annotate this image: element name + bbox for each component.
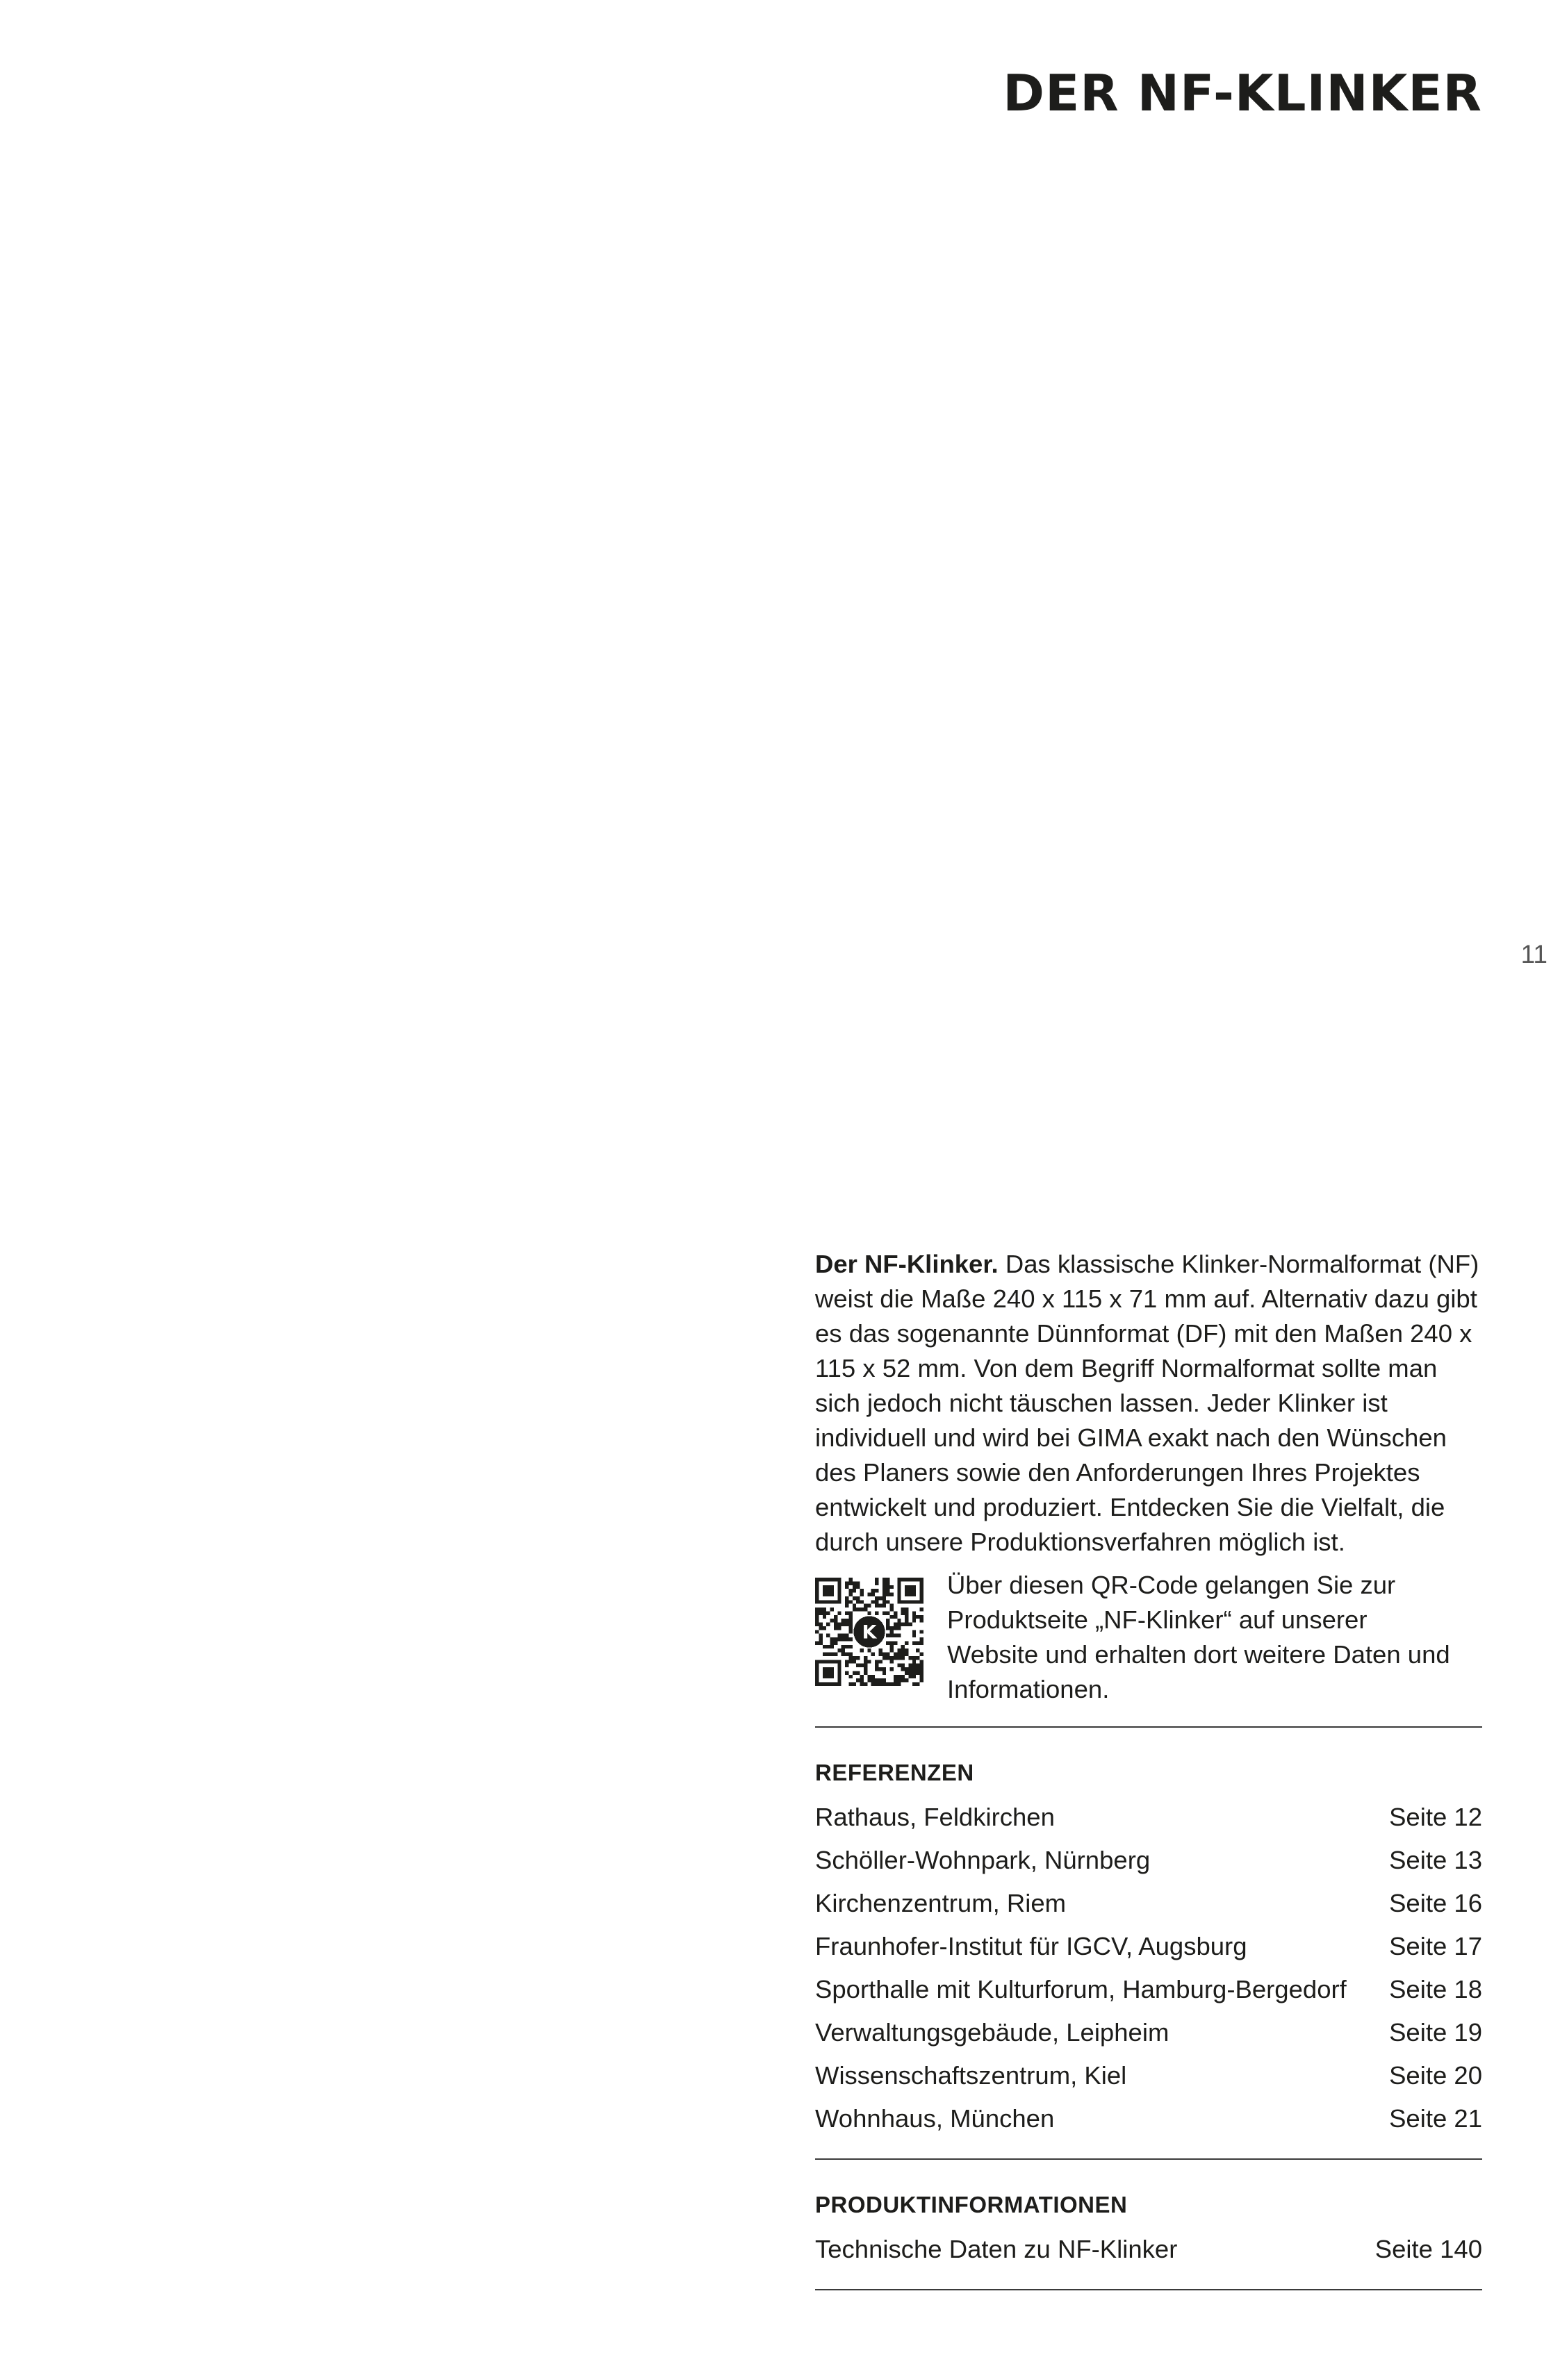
list-item-page: Seite 12	[1389, 1803, 1482, 1831]
list-item	[815, 1882, 1482, 1925]
list-item-page: Seite 13	[1389, 1846, 1482, 1874]
list-item-name: Wohnhaus, München	[815, 2104, 1055, 2133]
list-item	[815, 2097, 1482, 2140]
intro-lead: Der NF-Klinker.	[815, 1250, 999, 1278]
qr-code-icon[interactable]	[815, 1578, 923, 1686]
product-info-heading: PRODUKTINFORMATIONEN	[815, 2192, 1128, 2217]
list-item	[815, 2228, 1482, 2271]
divider	[815, 2158, 1482, 2160]
qr-block	[815, 1568, 1482, 1707]
list-item-name: Fraunhofer-Institut für IGCV, Augsburg	[815, 1932, 1247, 1960]
page-title: DER NF-KLINKER	[1003, 64, 1482, 122]
list-item-name: Wissenschaftszentrum, Kiel	[815, 2061, 1127, 2090]
list-item-page: Seite 20	[1389, 2061, 1482, 2090]
page-number: 11	[1520, 940, 1547, 968]
list-item-page: Seite 21	[1389, 2104, 1482, 2133]
list-item-name: Verwaltungsgebäude, Leipheim	[815, 2018, 1169, 2047]
list-item	[815, 1925, 1482, 1968]
intro-paragraph	[815, 1247, 1482, 1560]
list-item-name: Schöller-Wohnpark, Nürnberg	[815, 1846, 1151, 1874]
list-item-name: Sporthalle mit Kulturforum, Hamburg-Bergedorf	[815, 1975, 1347, 2003]
list-item-page: Seite 19	[1389, 2018, 1482, 2047]
list-item-name: Kirchenzentrum, Riem	[815, 1889, 1067, 1917]
references-heading: REFERENZEN	[815, 1760, 974, 1785]
list-item-page: Seite 18	[1389, 1975, 1482, 2003]
divider	[815, 1726, 1482, 1728]
list-item-page: Seite 140	[1374, 2235, 1482, 2263]
intro-text: Das klassische Klinker-Normalformat (NF) weist die Maße 240 x 115 x 71 mm auf. Alternativ dazu gibt es das sogenannte Dünnformat (DF) mit den Maßen 240 x 115 x 52 mm. Von dem Begriff Normalformat sollte man sich jedoch nicht täuschen lassen. Jeder Klinker ist individuell und wird bei GIMA exakt nach den Wünschen des Planers sowie den Anforderungen Ihres Projektes entwickelt und produziert. Entdecken Sie die Vielfalt, die durch unsere Produktionsverfahren möglich ist.	[815, 1250, 1479, 1556]
content-column	[815, 1247, 1482, 2290]
references-list	[815, 1796, 1482, 2140]
qr-note: Über diesen QR-Code gelangen Sie zur Produktseite „NF-Klinker“ auf unserer Website und erhalten dort weitere Daten und Informationen.	[947, 1571, 1450, 1703]
divider	[815, 2289, 1482, 2290]
list-item-name: Rathaus, Feldkirchen	[815, 1803, 1055, 1831]
qr-code-graphic	[815, 1578, 923, 1686]
list-item	[815, 1839, 1482, 1882]
list-item	[815, 1796, 1482, 1839]
qr-badge-letter: K	[862, 1621, 877, 1644]
list-item	[815, 2054, 1482, 2097]
list-item-page: Seite 16	[1389, 1889, 1482, 1917]
list-item	[815, 2011, 1482, 2054]
list-item-name: Technische Daten zu NF-Klinker	[815, 2235, 1178, 2263]
product-info-list	[815, 2228, 1482, 2271]
list-item-page: Seite 17	[1389, 1932, 1482, 1960]
list-item	[815, 1968, 1482, 2011]
